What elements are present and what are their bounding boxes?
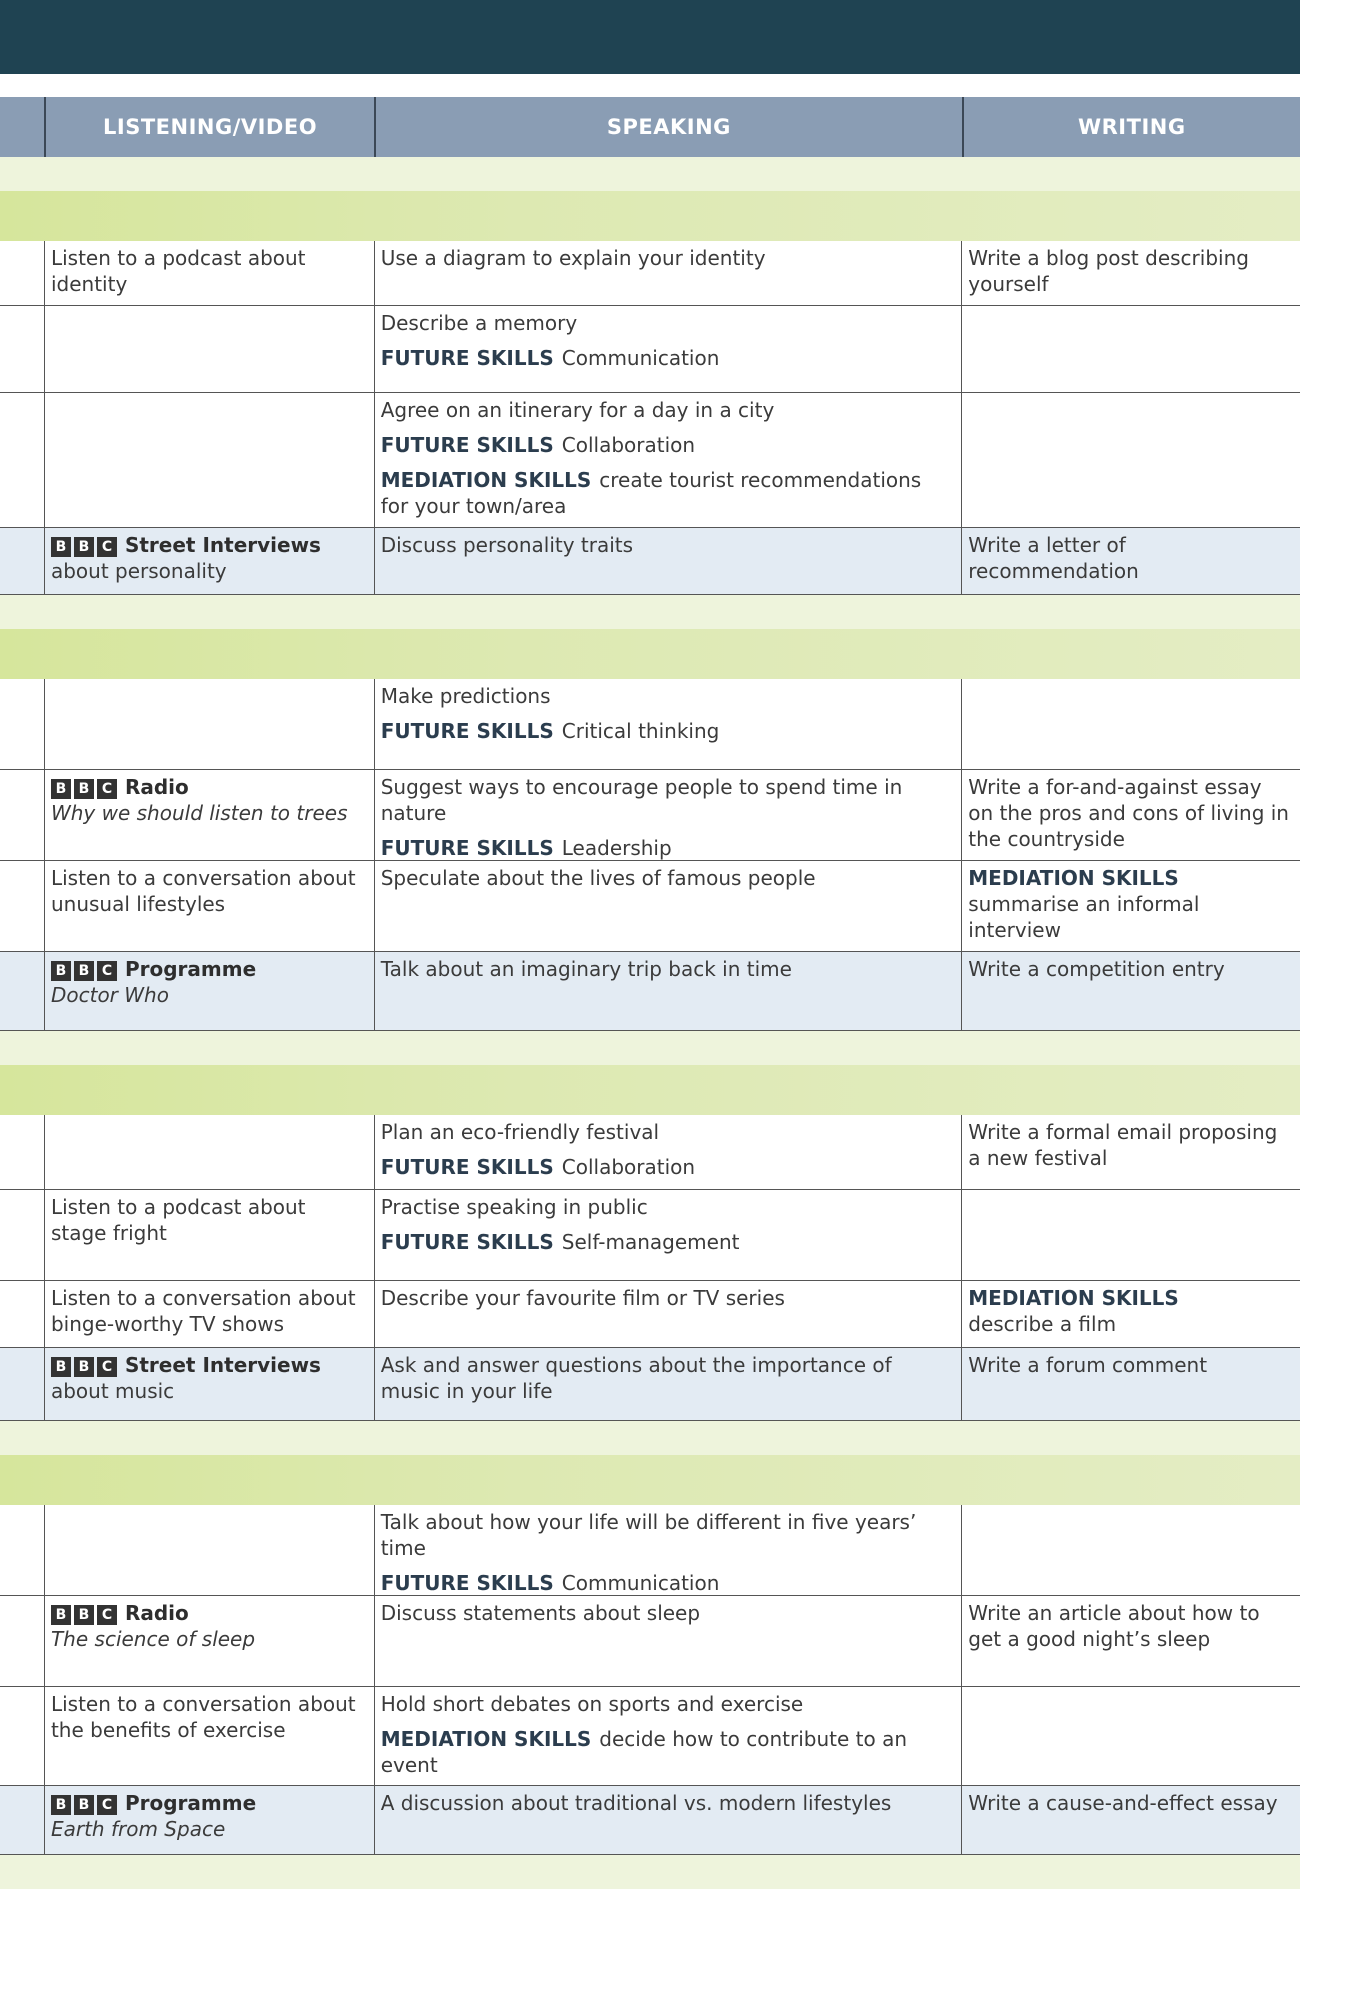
speaking-text: create tourist recommendations for your town/area	[380, 468, 922, 518]
writing-cell	[962, 528, 1300, 594]
writing-cell	[962, 1596, 1300, 1686]
speaking-cell	[375, 1115, 963, 1189]
row-stub	[0, 1348, 45, 1420]
row-stub	[0, 1505, 45, 1595]
future-skills-label: FUTURE SKILLS	[380, 1230, 554, 1254]
programme-type: Street Interviews	[124, 1353, 321, 1377]
speaking-text: Make predictions	[380, 684, 551, 708]
speaking-cell	[375, 1281, 963, 1347]
listening-cell	[45, 770, 375, 860]
speaking-item	[381, 1352, 954, 1404]
listening-cell	[45, 1786, 375, 1854]
row-stub	[0, 1786, 45, 1854]
footer-gap	[0, 1855, 1300, 1889]
speaking-text: Talk about how your life will be different in five years’ time	[380, 1510, 917, 1560]
bbc-letter: B	[51, 1795, 71, 1815]
speaking-item	[381, 1790, 954, 1816]
bbc-heading	[51, 1600, 366, 1626]
speaking-item	[381, 1570, 954, 1596]
bbc-letter: B	[51, 1605, 71, 1625]
table-row	[0, 1687, 1300, 1786]
speaking-text: Hold short debates on sports and exercise	[380, 1692, 804, 1716]
row-stub	[0, 306, 45, 392]
bbc-logo-icon	[51, 537, 117, 557]
row-stub	[0, 393, 45, 527]
programme-title: Earth from Space	[50, 1817, 226, 1841]
row-stub	[0, 861, 45, 951]
bbc-heading	[51, 1352, 366, 1378]
speaking-text: Use a diagram to explain your identity	[380, 246, 766, 270]
table-row	[0, 393, 1300, 528]
top-banner	[0, 0, 1300, 74]
writing-cell	[962, 770, 1300, 860]
listening-text: Listen to a conversation about binge-worthy TV shows	[50, 1286, 356, 1336]
bbc-letter: B	[74, 537, 94, 557]
writing-cell	[962, 1115, 1300, 1189]
section-gap	[0, 157, 1300, 191]
writing-cell	[962, 679, 1300, 769]
bbc-letter: B	[74, 779, 94, 799]
speaking-text: Practise speaking in public	[380, 1195, 648, 1219]
listening-cell	[45, 679, 375, 769]
row-stub	[0, 1190, 45, 1280]
speaking-item	[381, 1600, 954, 1626]
future-skills-label: FUTURE SKILLS	[380, 836, 554, 860]
table-row	[0, 952, 1300, 1031]
speaking-text: Talk about an imaginary trip back in time	[380, 957, 792, 981]
bbc-letter: B	[74, 961, 94, 981]
listening-cell	[45, 241, 375, 305]
speaking-cell	[375, 241, 963, 305]
writing-item	[968, 774, 1292, 852]
speaking-text: Describe a memory	[380, 311, 578, 335]
table-row	[0, 1786, 1300, 1855]
table-row	[0, 1190, 1300, 1281]
speaking-item	[381, 956, 954, 982]
speaking-cell	[375, 1786, 963, 1854]
table-body	[0, 157, 1300, 1855]
table-row	[0, 679, 1300, 770]
writing-cell	[962, 952, 1300, 1030]
speaking-text: Ask and answer questions about the importance of music in your life	[380, 1353, 892, 1403]
table-row	[0, 1115, 1300, 1190]
bbc-letter: C	[97, 779, 117, 799]
writing-text: Write a letter of recommendation	[968, 533, 1139, 583]
writing-text: summarise an informal interview	[968, 892, 1200, 942]
programme-type: Radio	[124, 1601, 189, 1625]
programme-type: Radio	[124, 775, 189, 799]
speaking-cell	[375, 393, 963, 527]
speaking-text: Critical thinking	[561, 719, 720, 743]
bbc-letter: C	[97, 1605, 117, 1625]
table-header	[0, 97, 1300, 157]
bbc-heading	[51, 956, 366, 982]
writing-item	[968, 1119, 1292, 1171]
writing-text: Write a competition entry	[968, 957, 1225, 981]
programme-type: Programme	[124, 1791, 257, 1815]
speaking-item	[381, 432, 954, 458]
table-row	[0, 861, 1300, 952]
bbc-letter: B	[51, 1357, 71, 1377]
table-row	[0, 770, 1300, 861]
speaking-cell	[375, 770, 963, 860]
writing-cell	[962, 1505, 1300, 1595]
mediation-skills-label: MEDIATION SKILLS	[968, 866, 1179, 890]
writing-text: Write an article about how to get a good night’s sleep	[968, 1601, 1260, 1651]
writing-cell	[962, 1786, 1300, 1854]
row-stub	[0, 1687, 45, 1785]
listening-cell	[45, 306, 375, 392]
speaking-item	[381, 345, 954, 371]
writing-cell	[962, 306, 1300, 392]
table-row	[0, 528, 1300, 595]
section-gap	[0, 1031, 1300, 1065]
row-stub	[0, 770, 45, 860]
bbc-letter: B	[74, 1357, 94, 1377]
speaking-text: Leadership	[561, 836, 672, 860]
row-stub	[0, 679, 45, 769]
listening-cell	[45, 1190, 375, 1280]
bbc-letter: B	[74, 1795, 94, 1815]
speaking-text: A discussion about traditional vs. modern lifestyles	[380, 1791, 892, 1815]
speaking-item	[381, 532, 954, 558]
writing-text: Write a for-and-against essay on the pros and cons of living in the countryside	[968, 775, 1289, 851]
header-writing: WRITING	[1077, 115, 1186, 139]
programme-title: Doctor Who	[50, 983, 169, 1007]
listening-cell	[45, 1348, 375, 1420]
section-band	[0, 629, 1300, 679]
listening-cell	[45, 952, 375, 1030]
speaking-item	[381, 1509, 954, 1561]
listening-text: Listen to a conversation about unusual lifestyles	[50, 866, 356, 916]
writing-cell	[962, 1281, 1300, 1347]
bbc-letter: C	[97, 1357, 117, 1377]
listening-text: Listen to a podcast about stage fright	[50, 1195, 306, 1245]
programme-type: Street Interviews	[124, 533, 321, 557]
speaking-item	[381, 718, 954, 744]
bbc-logo-icon	[51, 1795, 117, 1815]
listening-cell	[45, 1687, 375, 1785]
writing-item	[968, 1285, 1292, 1337]
speaking-item	[381, 1194, 954, 1220]
bbc-logo-icon	[51, 1605, 117, 1625]
speaking-cell	[375, 1596, 963, 1686]
section-band	[0, 1455, 1300, 1505]
bbc-letter: B	[74, 1605, 94, 1625]
writing-item	[968, 865, 1292, 943]
writing-item	[968, 1600, 1292, 1652]
speaking-item	[381, 245, 954, 271]
speaking-item	[381, 1154, 954, 1180]
speaking-cell	[375, 306, 963, 392]
speaking-text: decide how to contribute to an event	[380, 1727, 908, 1777]
speaking-item	[381, 397, 954, 423]
listening-cell	[45, 861, 375, 951]
speaking-text: Self-management	[561, 1230, 740, 1254]
writing-cell	[962, 241, 1300, 305]
speaking-text: Suggest ways to encourage people to spend time in nature	[380, 775, 903, 825]
programme-title: The science of sleep	[50, 1627, 256, 1651]
speaking-cell	[375, 1348, 963, 1420]
speaking-cell	[375, 679, 963, 769]
speaking-text: Speculate about the lives of famous people	[380, 866, 816, 890]
speaking-item	[381, 1229, 954, 1255]
listening-text: Listen to a podcast about identity	[50, 246, 306, 296]
bbc-heading	[51, 774, 366, 800]
section-gap	[0, 595, 1300, 629]
mediation-skills-label: MEDIATION SKILLS	[380, 468, 592, 492]
mediation-skills-label: MEDIATION SKILLS	[968, 1286, 1179, 1310]
writing-cell	[962, 1687, 1300, 1785]
table-row	[0, 1348, 1300, 1421]
writing-item	[968, 1790, 1292, 1816]
writing-text: Write a blog post describing yourself	[968, 246, 1249, 296]
speaking-cell	[375, 1687, 963, 1785]
listening-text: Listen to a conversation about the benefits of exercise	[50, 1692, 356, 1742]
listening-cell	[45, 1115, 375, 1189]
row-stub	[0, 952, 45, 1030]
speaking-text: Communication	[561, 346, 720, 370]
writing-item	[968, 532, 1292, 584]
writing-text: describe a film	[968, 1312, 1117, 1336]
programme-type: Programme	[124, 957, 257, 981]
table-row	[0, 306, 1300, 393]
speaking-text: Agree on an itinerary for a day in a city	[380, 398, 775, 422]
writing-item	[968, 956, 1292, 982]
bbc-letter: C	[97, 1795, 117, 1815]
bbc-letter: C	[97, 961, 117, 981]
writing-cell	[962, 393, 1300, 527]
programme-title: Why we should listen to trees	[50, 801, 348, 825]
listening-cell	[45, 1281, 375, 1347]
programme-title: about music	[50, 1379, 175, 1403]
listening-cell	[45, 1596, 375, 1686]
writing-cell	[962, 1190, 1300, 1280]
bbc-heading	[51, 532, 366, 558]
speaking-item	[381, 835, 954, 861]
speaking-text: Collaboration	[561, 1155, 696, 1179]
row-stub	[0, 1115, 45, 1189]
speaking-item	[381, 1726, 954, 1778]
header-stub	[0, 97, 46, 157]
bbc-heading	[51, 1790, 366, 1816]
speaking-cell	[375, 861, 963, 951]
bbc-logo-icon	[51, 779, 117, 799]
table-row	[0, 1505, 1300, 1596]
row-stub	[0, 241, 45, 305]
bbc-logo-icon	[51, 1357, 117, 1377]
writing-item	[968, 1352, 1292, 1378]
speaking-text: Collaboration	[561, 433, 696, 457]
writing-text: Write a cause-and-effect essay	[968, 1791, 1278, 1815]
section-band	[0, 191, 1300, 241]
row-stub	[0, 1596, 45, 1686]
syllabus-table	[0, 97, 1300, 1889]
listening-cell	[45, 528, 375, 594]
bbc-letter: B	[51, 537, 71, 557]
bbc-letter: C	[97, 537, 117, 557]
speaking-item	[381, 467, 954, 519]
speaking-item	[381, 1119, 954, 1145]
future-skills-label: FUTURE SKILLS	[380, 346, 554, 370]
writing-text: Write a forum comment	[968, 1353, 1208, 1377]
speaking-item	[381, 683, 954, 709]
header-speaking: SPEAKING	[376, 97, 963, 157]
speaking-item	[381, 865, 954, 891]
speaking-cell	[375, 1190, 963, 1280]
row-stub	[0, 1281, 45, 1347]
speaking-text: Discuss personality traits	[380, 533, 634, 557]
section-band	[0, 1065, 1300, 1115]
row-stub	[0, 528, 45, 594]
future-skills-label: FUTURE SKILLS	[380, 1155, 554, 1179]
future-skills-label: FUTURE SKILLS	[380, 433, 554, 457]
section-gap	[0, 1421, 1300, 1455]
speaking-text: Plan an eco-friendly festival	[380, 1120, 660, 1144]
writing-text: Write a formal email proposing a new festival	[968, 1120, 1278, 1170]
writing-cell	[962, 1348, 1300, 1420]
writing-cell	[962, 861, 1300, 951]
writing-item	[968, 245, 1292, 297]
table-row	[0, 241, 1300, 306]
listening-cell	[45, 393, 375, 527]
table-row	[0, 1596, 1300, 1687]
future-skills-label: FUTURE SKILLS	[380, 719, 554, 743]
bbc-logo-icon	[51, 961, 117, 981]
speaking-item	[381, 1285, 954, 1311]
mediation-skills-label: MEDIATION SKILLS	[380, 1727, 592, 1751]
speaking-cell	[375, 528, 963, 594]
bbc-letter: B	[51, 779, 71, 799]
programme-title: about personality	[50, 559, 227, 583]
speaking-text: Communication	[561, 1571, 720, 1595]
table-row	[0, 1281, 1300, 1348]
header-listening: LISTENING/VIDEO	[46, 97, 376, 157]
speaking-cell	[375, 1505, 963, 1595]
speaking-item	[381, 1691, 954, 1717]
speaking-item	[381, 310, 954, 336]
speaking-cell	[375, 952, 963, 1030]
speaking-text: Describe your favourite film or TV series	[380, 1286, 785, 1310]
listening-cell	[45, 1505, 375, 1595]
future-skills-label: FUTURE SKILLS	[380, 1571, 554, 1595]
bbc-letter: B	[51, 961, 71, 981]
speaking-text: Discuss statements about sleep	[380, 1601, 701, 1625]
speaking-item	[381, 774, 954, 826]
